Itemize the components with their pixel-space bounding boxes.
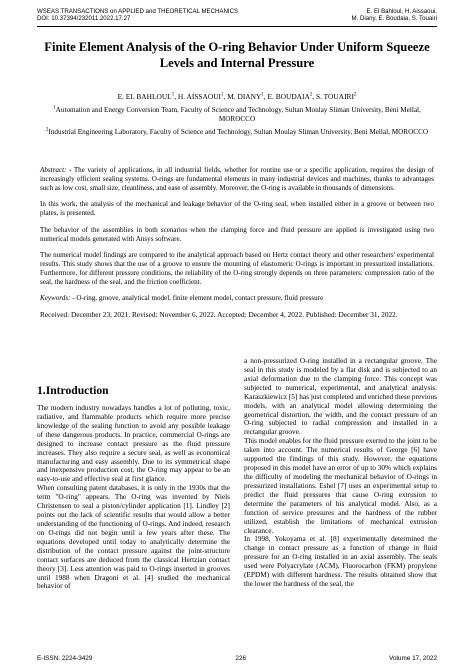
running-footer [37,655,437,662]
header-right [352,8,437,23]
page-number: 226 [235,655,247,662]
body-paragraph: a non-pressurized O-ring installed in a rectangular groove. The seal in this study is modeled by a flat disk and is subjected to an axial deformation due to the clamping force. This concept was subjected to numerical, experimental, and analytical analysis. Karaszkiewicz [5] has just completed and enriched these previous models, with an analytical model allowing determining the geometrical distortion, the width, and the contact pressure of an O-ring subjected to radial compression and installed in a rectangular groove. [244,356,437,437]
author-name: H. AISSAOUI [177,92,222,101]
author-name: E. BOUDAIA [267,92,310,101]
abstract-paragraph: In this work, the analysis of the mechanical and leakage behavior of the O-ring seal, when installed either in a groove or between two plates, is presented. [40,200,434,218]
keywords-label: Keywords: [40,294,71,303]
abstract-label: Abstract: [40,166,67,174]
author-affil-mark: 1 [171,92,175,98]
body-column-left [37,384,230,591]
header-rule [37,26,437,27]
author-affil-mark: 1 [221,92,224,98]
author-separator: , [174,92,178,101]
affiliation-text: Automation and Energy Conversion Team, Faculty of Science and Technology, Sultan Moulay Sliman University, Beni Mellal, MOROCCO [55,106,421,124]
author-separator: , [223,92,228,101]
doi: DOI: 10.37394/232011.2022.17.27 [37,15,131,23]
author-affil-mark: 1 [261,92,264,98]
header-authors-line1: E. El Bahloul, H. Aissaoui, [366,8,437,15]
body-paragraph: The modern industry nowadays handles a lot of polluting, toxic, radiative, and flammable products which require more precise knowledge of the sealing function to avoid any possible leakage of these dangerous products. In practice, commercial O-rings are designed to increase contact pressure as the fluid pressure increases. They also require a secure seal, as well as economical manufacturing and easy assembly. Due to its symmetrical shape and inexpensive production cost, the O-ring may appear to be an easy-to-use and effective seal at first glance. [37,403,230,484]
journal-name: WSEAS TRANSACTIONS on APPLIED and THEORETICAL MECHANICS [37,8,239,15]
author-affil-mark: 2 [309,92,313,98]
author-separator: , [263,92,268,101]
keywords [40,294,434,303]
body-paragraph: This model enables for the fluid pressure exerted to the joint to be taken into account. The numerical results of George [6] have supported the findings of this study. However, the equations proposed in this model have an error of up to 30% which explains the difficulty of modeling the mechanical behavior of O-rings in pressurized installations. Eshel [7] uses an experimental setup to predict the fluid pressures that cause O-ring extrusion to determine the parameters of his analytical model. Also, as a function of service pressures and the hardness of the rubber utilized, establish the limitations of mechanical extrusion clearance. [244,436,437,535]
keywords-text: - O-ring, groove, analytical model, finite element model, contact pressure, fluid pressure [70,294,324,303]
paper-title: Finite Element Analysis of the O-ring Behavior Under Uniform Squeeze Levels and Internal Pressure [44,40,430,70]
section-heading: 1.Introduction [37,384,109,397]
abstract-paragraph: The numerical model findings are compared to the analytical approach based on Hertz contact theory and other researchers' experimental results. This study shows that the use of a groove to ensure the mounting of elastomeric O-rings is important in pressurized installations. Furthermore, for different pressure conditions, the reliability of the O-ring strongly depends on three parameters: compression ratio of the seal, the hardness of the seal, and the friction coefficient. [40,251,434,287]
affiliation-number: 1 [53,105,56,111]
abstract-block [40,166,434,320]
body-paragraph: When consulting patent databases, it is only in the 1930s that the term "O-ring" appears. The O-ring was invented by Niels Christensen to seal a piston/cylinder application [1]. Lindley [2] points out the lack of scientific results that would allow a better understanding of the functioning of O-rings. And indeed, research on O-rings did not begin until a few years after these. The equations developed until today to analytically determine the distribution of the contact pressure against the joint-structure contact surfaces are deduced from the classical Hertzian contact theory [3]. Less attention was paid to O-rings inserted in grooves until 1988 when Dragoni et al. [4] studied the mechanical behavior of [37,483,230,591]
abstract-paragraph: The behavior of the assemblies in both scenarios when the clamping force and fluid pressure are applied is investigated using two numerical models generated with Ansys software. [40,225,434,243]
body-column-right [244,357,437,589]
header-left [37,8,238,23]
running-header [37,8,437,23]
body-paragraph: In 1998, Yokoyama et al. [8] experimentally determined the change in contact pressure as a function of change in fluid pressure for an O-ring installed in an axial assembly. The seals used were Polyacrylate (ACM), Fluorocarbon (FKM) propylene (EPDM) with different hardness. The results obtained show that the lower the hardness of the seal, the [244,534,437,589]
affiliation-text: Industrial Engineering Laboratory, Faculty of Science and Technology, Sultan Moulay Sliman University, Beni Mellal, MOROCCO [48,128,429,136]
affiliation-number: 2 [45,127,49,133]
volume: Volume 17, 2022 [389,655,437,662]
affiliation-1 [44,106,430,124]
author-affil-mark: 2 [353,92,357,98]
abstract-paragraph [40,166,434,193]
abstract-text: - The variety of applications, in all industrial fields, whether for routine use or a specific application, requires the design of increasingly efficient sealing systems. O-rings are fundamental elements in many industrial devices and machines, thanks to advantages such as low cost, small size, cleanliness, and ease of assembly. Moreover, the O-ring is available in thousands of dimensions. [40,166,434,192]
author-list [40,92,434,101]
submission-dates: Received: December 23, 2021. Revised: November 6, 2022. Accepted: December 4, 2022. Published: December 31, 2022. [40,309,398,319]
author-name: M. DIANY [227,92,262,101]
author-name: E. EL BAHLOUL [117,92,172,101]
author-name: S. TOUAIRI [316,92,354,101]
issn: E-ISSN: 2224-3429 [37,655,93,662]
affiliation-2 [44,128,430,137]
author-separator: , [312,92,316,101]
header-authors-line2: M. Diany, E. Boudaia, S. Touairi [351,15,437,23]
